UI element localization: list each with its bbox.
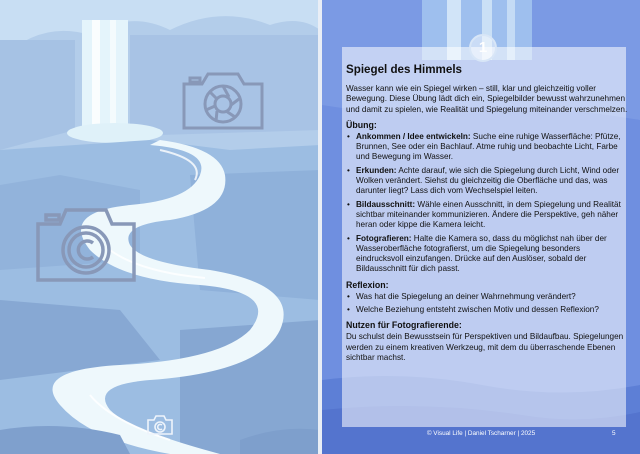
benefit-paragraph: Du schulst dein Bewusstsein für Perspektiven und Bildaufbau. Spiegelungen werden zu einem kreativen Werkzeug, mit dem du überraschende Ebenen sichtbar machst.: [346, 332, 624, 362]
page-title: Spiegel des Himmels: [346, 63, 462, 76]
camera-aperture-icon: [180, 66, 266, 132]
exercise-item: [346, 234, 628, 275]
exercise-item: [346, 166, 628, 197]
right-page: [322, 0, 640, 454]
exercise-item-text: Wähle einen Ausschnitt, in dem Spiegelung und Realität sichtbar miteinander kommunizieren. Ändere die Perspektive, geh näher heran oder kippe die Kamera leicht.: [356, 199, 621, 230]
exercise-item-text: Achte darauf, wie sich die Spiegelung durch Licht, Wind oder Wolken verändert. Siehst du gleichzeitig die Oberfläche und das, was darunter liegt? Lass dich vom Wechselspiel leiten.: [356, 165, 620, 196]
page-number: 5: [612, 430, 616, 437]
exercise-content: [346, 63, 628, 363]
camera-copyright-icon: [34, 202, 138, 284]
reflection-list: [346, 292, 628, 316]
reflection-item: • Welche Beziehung entsteht zwischen Motiv und dessen Reflexion?: [346, 305, 628, 315]
exercise-item: [346, 132, 628, 163]
exercise-item-label: Bildausschnitt:: [356, 199, 416, 209]
step-number-badge: 1: [469, 34, 497, 62]
exercise-item-label: Ankommen / Idee entwickeln:: [356, 131, 471, 141]
exercise-item-label: Erkunden:: [356, 165, 397, 175]
benefit-heading: Nutzen für Fotografierende:: [346, 320, 462, 331]
reflection-heading: Reflexion:: [346, 279, 389, 290]
reflection-item: • Was hat die Spiegelung an deiner Wahrnehmung verändert?: [346, 292, 628, 302]
exercise-item: [346, 200, 628, 231]
camera-small-icon: [146, 414, 174, 436]
exercise-item-label: Fotografieren:: [356, 233, 412, 243]
exercise-item-text: Suche eine ruhige Wasserfläche: Pfütze, Brunnen, See oder ein Bachlauf. Atme ruhig und beobachte Licht, Farbe und Bewegung im Wasser.: [356, 131, 621, 162]
exercise-heading: Übung:: [346, 119, 377, 130]
exercise-list: [346, 132, 628, 275]
footer-copyright: © Visual Life | Daniel Tscharner | 2025: [426, 430, 536, 437]
intro-paragraph: Wasser kann wie ein Spiegel wirken – still, klar und gleichzeitig voller Bewegung. Diese Übung lädt dich ein, Spiegelbilder bewusst wahrzunehmen und damit zu spielen, wie Realität und Spiegelung miteinander verschmelzen.: [346, 84, 628, 114]
exercise-item-text: Halte die Kamera so, dass du möglichst nah über der Wasseroberfläche fotografierst, um die Spiegelung besonders eindrucksvoll einzufangen. Drücke auf den Auslöser, sobald der Bildausschnitt für dich passt.: [356, 233, 607, 274]
